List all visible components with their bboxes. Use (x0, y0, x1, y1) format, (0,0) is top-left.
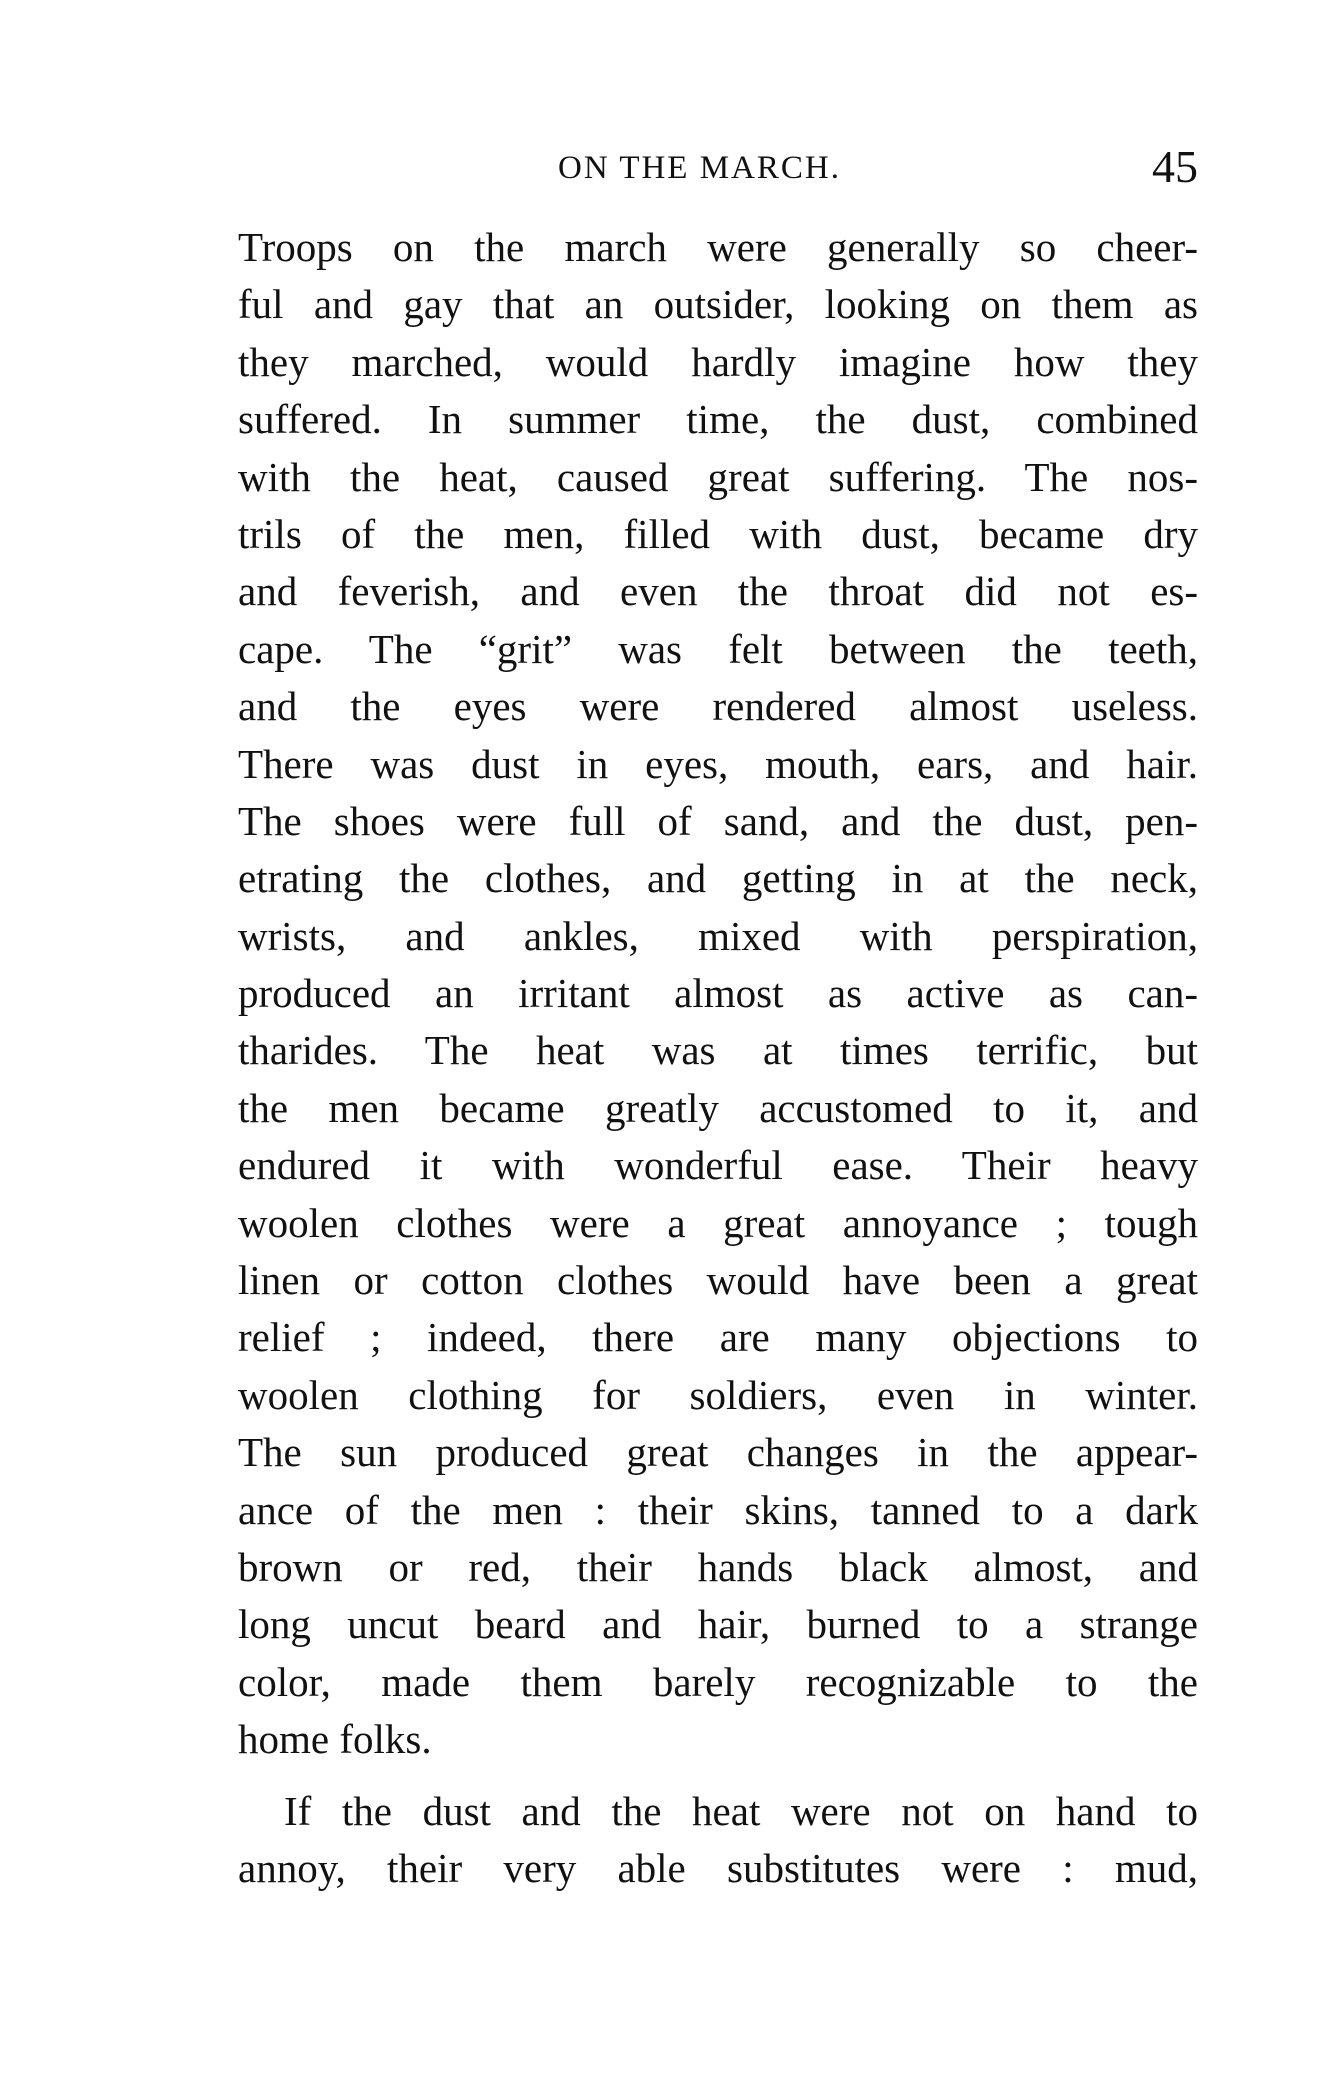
text-line: long uncut beard and hair, burned to a strange (238, 1601, 1198, 1648)
text-line: tharides. The heat was at times terrific, but (238, 1027, 1198, 1074)
text-line: cape. The “grit” was felt between the teeth, (238, 625, 1198, 672)
text-line: home folks. (238, 1716, 432, 1763)
text-line: annoy, their very able substitutes were : mud, (238, 1844, 1198, 1891)
text-line: and feverish, and even the throat did not es- (238, 568, 1198, 615)
text-line: ance of the men : their skins, tanned to a dark (238, 1486, 1198, 1533)
text-line: brown or red, their hands black almost, and (238, 1543, 1198, 1590)
text-line: relief ; indeed, there are many objections to (238, 1314, 1198, 1361)
text-line: woolen clothing for soldiers, even in winter. (238, 1371, 1198, 1418)
text-line: and the eyes were rendered almost useless. (238, 683, 1198, 730)
text-line: Troops on the march were generally so cheer- (238, 224, 1198, 270)
paragraph (238, 1783, 1198, 1898)
body-text (238, 219, 1198, 1897)
text-line: The sun produced great changes in the appear- (238, 1429, 1198, 1476)
text-line: woolen clothes were a great annoyance ; tough (238, 1199, 1198, 1246)
text-line: trils of the men, filled with dust, became dry (238, 510, 1198, 557)
text-line: linen or cotton clothes would have been a great (238, 1257, 1198, 1304)
text-line: color, made them barely recognizable to the (238, 1658, 1198, 1705)
text-line: they marched, would hardly imagine how they (238, 338, 1198, 385)
running-header (238, 140, 1198, 200)
text-line: ful and gay that an outsider, looking on them as (238, 281, 1198, 328)
text-line: suffered. In summer time, the dust, combined (238, 396, 1198, 443)
text-line: There was dust in eyes, mouth, ears, and hair. (238, 740, 1198, 787)
text-line: the men became greatly accustomed to it, and (238, 1084, 1198, 1131)
text-line: with the heat, caused great suffering. The nos- (238, 453, 1198, 500)
paragraph-gap (238, 1769, 1198, 1783)
text-line: etrating the clothes, and getting in at the neck, (238, 855, 1198, 902)
paragraph (238, 219, 1198, 1769)
text-line: produced an irritant almost as active as can- (238, 970, 1198, 1017)
text-line: The shoes were full of sand, and the dust, pen- (238, 797, 1198, 844)
text-line: If the dust and the heat were not on hand to (284, 1787, 1198, 1834)
running-title: ON THE MARCH. (558, 150, 841, 186)
text-line: wrists, and ankles, mixed with perspiration, (238, 912, 1198, 959)
page-number: 45 (1152, 141, 1198, 192)
text-line: endured it with wonderful ease. Their heavy (238, 1142, 1198, 1189)
